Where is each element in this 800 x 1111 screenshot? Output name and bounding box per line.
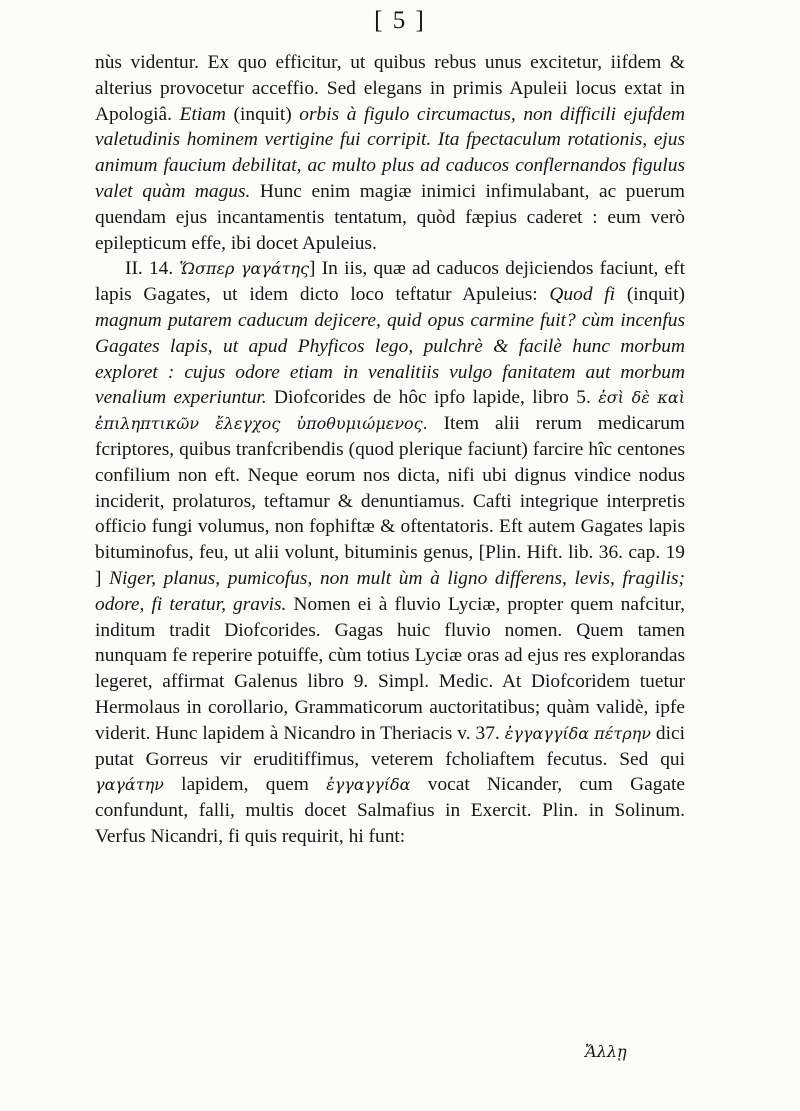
paragraph — [95, 50, 685, 256]
text-run: Diofcorides de hôc ipfo lapide, libro 5. — [266, 387, 599, 409]
text-run: Hunc enim magiæ inimici infimulabant, ac puerum quendam ejus incantamentis tentatum, quòd fæpius caderet : eum verò epilepticum effe, ibi docet Apuleius. — [95, 180, 685, 254]
text-run: (inquit) — [615, 284, 685, 306]
greek-run: ἐγγαγγίδα — [326, 775, 411, 795]
text-run: Nomen ei à fluvio Lyciæ, propter quem nafcitur, inditum tradit Diofcorides. Gagas huic fluvio nomen. Quem tamen nunquam fe reperire potuiffe, cùm totius Lyciæ oras ad ejus res explorandas legeret, affirmat Galenus libro 9. Simpl. Medic. At Diofcoridem tuetur Hermolaus in corollario, Grammaticorum auctoritatibus; quàm validè, ipfe viderit. Hunc lapidem à Nicandro in Theriacis v. 37. — [95, 593, 685, 744]
italic-run: Quod fi — [549, 284, 616, 306]
text-run: Item alii rerum medicarum fcriptores, quibus tranfcribendis (quod plerique faciunt) farcire hîc centones confilium non eft. Neque eorum nos dicta, nifi ubi dignus vindice nodus inciderit, prolaturos, teftamur & denuntiamus. Cafti integrique interpretis officio fungi volumus, non fophiftæ & oftentatoris. Eft autem Gagates lapis bituminofus, feu, ut alii volunt, bituminis genus, [Plin. Hift. lib. 36. cap. 19 ] — [95, 413, 685, 589]
italic-run: magnum putarem caducum dejicere, quid opus carmine fuit? cùm incenfus Gagates lapis, ut apud Phyficos lego, pulchrè & facilè hunc morbum exploret : cujus odore etiam in venalitiis vulgo fanitatem aut morbum venalium experiuntur. — [95, 309, 685, 409]
italic-run: orbis à figulo circumactus, non difficili ejufdem valetudinis hominem vertigine fui corripit. Ita fpectaculum rotationis, ejus animum faucium debilitat, ac multo plus ad caducos conflernandos figulus valet quàm magus. — [95, 103, 685, 202]
text-run: II. 14. — [125, 258, 180, 280]
greek-run: ἐγγαγγίδα πέτρην — [504, 723, 651, 743]
text-run: dici putat Gorreus vir eruditiffimus, veterem fcholiaftem fecutus. Sed qui — [95, 722, 686, 770]
italic-run: Etiam — [179, 103, 226, 125]
body-text — [95, 50, 685, 850]
page-number: [ 5 ] — [374, 7, 426, 34]
text-run: (inquit) — [225, 103, 300, 125]
text-run: nùs videntur. Ex quo efficitur, ut quibus rebus unus excitetur, iifdem & alterius provocetur acceffio. Sed elegans in primis Apuleii locus extat in Apologiâ. — [95, 52, 685, 125]
catchword: Ἄλλῃ — [585, 1042, 627, 1061]
greek-run: γαγάτην — [95, 775, 164, 795]
text-run: vocat Nicander, cum Gagate confundunt, falli, multis docet Salmafius in Exercit. Plin. in Solinum. Verfus Nicandri, fi quis requirit, hi funt: — [95, 774, 685, 847]
greek-run: Ὥσπερ γαγάτης — [179, 259, 310, 279]
text-run: ] In iis, quæ ad caducos dejiciendos faciunt, eft lapis Gagates, ut idem dicto loco teftatur Apuleius: — [95, 258, 685, 306]
italic-run: Niger, planus, pumicofus, non mult ùm à ligno differens, levis, fragilis; odore, fi teratur, gravis. — [95, 567, 685, 615]
text-run: lapidem, quem — [163, 774, 327, 796]
paragraph — [95, 256, 685, 849]
greek-run: ἐσὶ δὲ καὶ ἐπιληπτικῶν ἔλεγχος ὑποθυμιώμενος. — [95, 388, 686, 434]
